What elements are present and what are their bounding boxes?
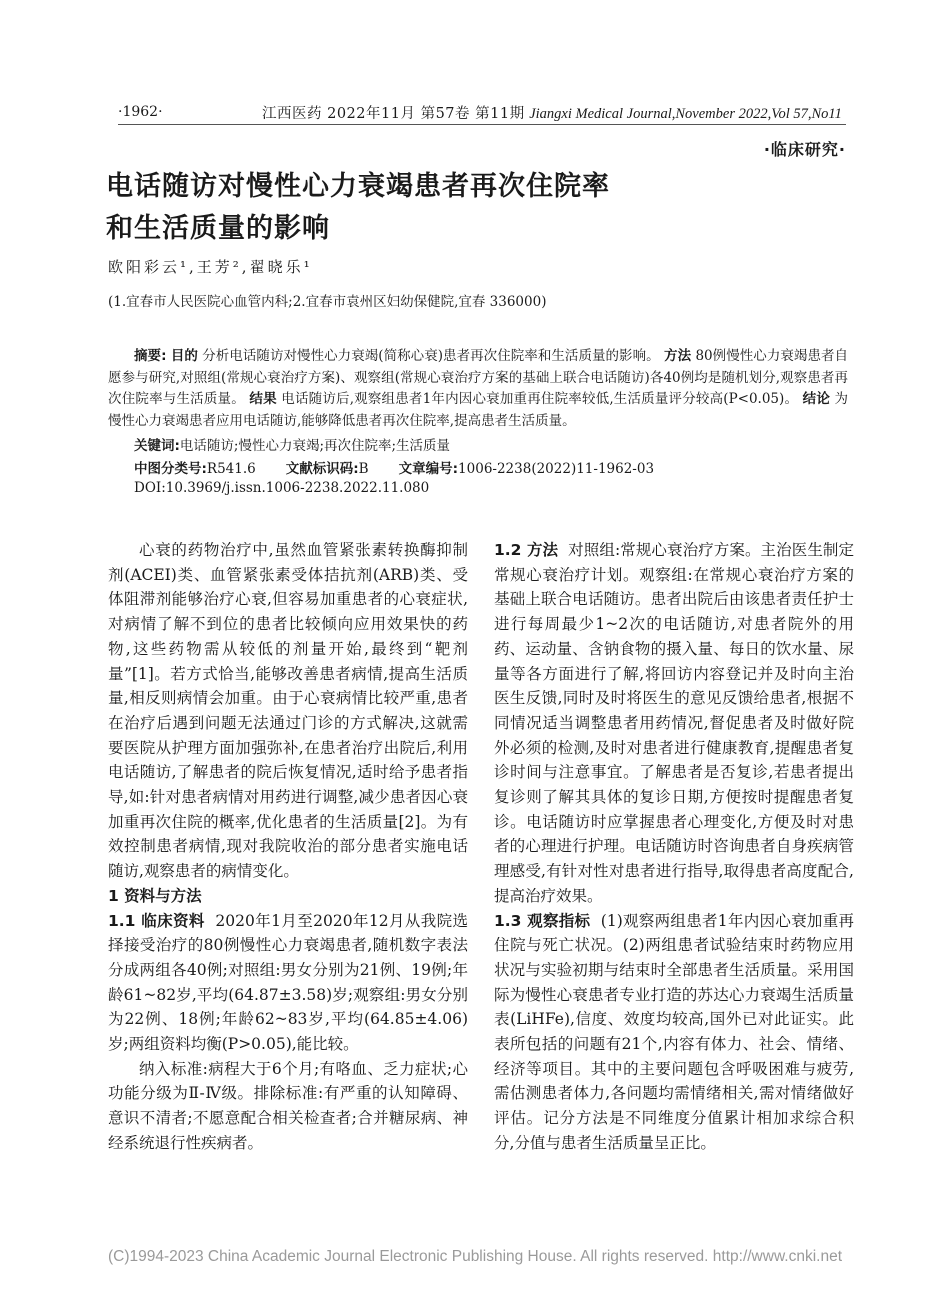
results-text: 电话随访后,观察组患者1年内因心衰加重再住院率较低,生活质量评分较高(P<0.05)。 [281, 391, 799, 407]
affiliation: (1.宜春市人民医院心血管内科;2.宜春市袁州区妇幼保健院,宜春 336000) [108, 294, 547, 310]
keywords-label: 关键词: [134, 438, 180, 454]
authors: 欧阳彩云¹,王芳²,翟晓乐¹ [108, 258, 313, 276]
methods-label: 方法 [664, 348, 692, 364]
subsection-1-2-label: 1.2 方法 [494, 541, 559, 559]
keywords [134, 434, 450, 454]
clc-label: 中图分类号: [134, 461, 207, 477]
conclusion-text: 为慢性心力衰竭患者应用电话随访,能够降低患者再次住院率,提高患者生活质量。 [108, 391, 849, 429]
objective-label: 目的 [170, 348, 198, 364]
subsection-1-2-text: 对照组:常规心衰治疗方案。主治医生制定常规心衰治疗计划。观察组:在常规心衰治疗方案的基础上联合电话随访。患者出院后由该患者责任护士进行每周最少1~2次的电话随访,对患者院外的用药、运动量、含钠食物的摄入量、每日的饮水量、尿量等各方面进行了解,将回访内容登记并及时向主治医生反馈,同时及时将医生的意见反馈给患者,根据不同情况适当调整患者用药情况,督促患者及时做好院外必须的检测,及时对患者进行健康教育,提醒患者复诊时间与注意事宜。了解患者是否复诊,若患者提出复诊则了解其具体的复诊日期,方便按时提醒患者复诊。电话随访时应掌握患者心理变化,方便及时对患者的心理进行护理。电话随访时咨询患者自身疾病管理感受,有针对性对患者进行指导,取得患者高度配合,提高治疗效果。 [494, 541, 854, 905]
article-number-value: 1006-2238(2022)11-1962-03 [458, 461, 655, 477]
abstract-label: 摘要: [134, 348, 167, 364]
subsection-1-1-text: 2020年1月至2020年12月从我院选择接受治疗的80例慢性心力衰竭患者,随机数字表法分成两组各40例;对照组:男女分别为21例、19例;年龄61~82岁,平均(64.87±3.58)岁;观察组:男女分别为22例、18例;年龄62~83岁,平均(64.85±4.06)岁;两组资料均衡(P>0.05),能比较。 [108, 911, 468, 1054]
article-title-line2: 和生活质量的影响 [106, 213, 330, 244]
article-title-line1: 电话随访对慢性心力衰竭患者再次住院率 [106, 171, 610, 202]
journal-header-en: Jiangxi Medical Journal,November 2022,Vol 57,No11 [529, 106, 842, 122]
intro-paragraph: 心衰的药物治疗中,虽然血管紧张素转换酶抑制剂(ACEI)类、血管紧张素受体拮抗剂(ARB)类、受体阻滞剂能够治疗心衰,但容易加重患者的心衰症状,对病情了解不到位的患者比较倾向应用效果快的药物,这些药物需从较低的剂量开始,最终到“靶剂量”[1]。若方式恰当,能够改善患者病情,提高生活质量,相反则病情会加重。由于心衰病情比较严重,患者在治疗后遇到问题无法通过门诊的方式解决,这就需要医院从护理方面加强弥补,在患者治疗出院后,利用电话随访,了解患者的院后恢复情况,适时给予患者指导,如:针对患者病情对用药进行调整,减少患者因心衰加重再次住院的概率,优化患者的生活质量[2]。为有效控制患者病情,现对我院收治的部分患者实施电话随访,观察患者的病情变化。 [108, 541, 468, 881]
subsection-1-1-label: 1.1 临床资料 [108, 911, 205, 930]
journal-header-cn: 江西医药 2022年11月 第57卷 第11期 [262, 106, 525, 122]
clinical-data-paragraph [108, 909, 468, 1057]
keywords-value: 电话随访;慢性心力衰竭;再次住院率;生活质量 [179, 438, 451, 454]
header-rule [118, 124, 846, 125]
copyright-footer: (C)1994-2023 China Academic Journal Electronic Publishing House. All rights reserved. http://www.cnki.net [107, 1248, 843, 1265]
doi: DOI:10.3969/j.issn.1006-2238.2022.11.080 [134, 480, 430, 496]
objective-text: 分析电话随访对慢性心力衰竭(简称心衰)患者再次住院率和生活质量的影响。 [202, 348, 660, 364]
methods-paragraph [494, 538, 854, 909]
page-number: ·1962· [118, 104, 163, 120]
methods-text: 80例慢性心力衰竭患者自愿参与研究,对照组(常规心衰治疗方案)、观察组(常规心衰治疗方案的基础上联合电话随访)各40例均是随机划分,观察患者再次住院率与生活质量。 [108, 348, 849, 407]
criteria-paragraph: 纳入标准:病程大于6个月;有咯血、乏力症状;心功能分级为Ⅱ-Ⅳ级。排除标准:有严重的认知障碍、意识不清者;不愿意配合相关检查者;合并糖尿病、神经系统退行性疾病者。 [108, 1059, 468, 1152]
clc-value: R541.6 [206, 461, 256, 477]
body-column-right [494, 538, 854, 1156]
subsection-1-3-text: (1)观察两组患者1年内因心衰加重再住院与死亡状况。(2)两组患者试验结束时药物应用状况与实验初期与结束时全部患者生活质量。采用国际为慢性心衰患者专业打造的苏达心力衰竭生活质量表(LiHFe),信度、效度均较高,国外已对此证实。此表所包括的问题有21个,内容有体力、社会、情绪、经济等项目。其中的主要问题包含呼吸困难与疲劳,需估测患者体力,各问题均需情绪相关,需对情绪做好评估。记分方法是不同维度分值累计相加求综合积分,分值与患者生活质量呈正比。 [494, 911, 854, 1152]
abstract [108, 346, 848, 432]
conclusion-label: 结论 [802, 391, 831, 407]
journal-header [262, 102, 842, 123]
classification [134, 457, 654, 477]
body-column-left [108, 538, 468, 1156]
subsection-1-3-label: 1.3 观察指标 [494, 911, 591, 930]
doc-code-label: 文献标识码: [285, 461, 359, 477]
section-heading-1: 1 资料与方法 [108, 886, 202, 905]
article-number-label: 文章编号: [398, 461, 459, 477]
section-label: ·临床研究· [763, 140, 846, 159]
results-label: 结果 [249, 391, 277, 407]
doc-code-value: B [358, 461, 369, 477]
indicators-paragraph [494, 909, 854, 1156]
